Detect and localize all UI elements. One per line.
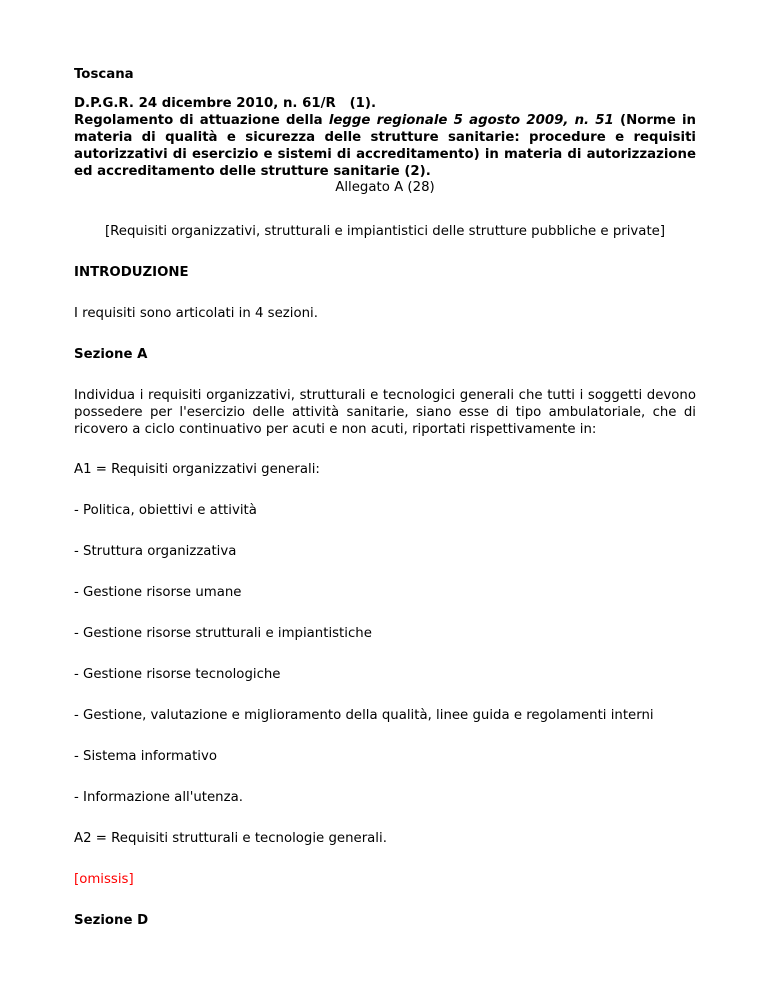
list-item: - Gestione, valutazione e miglioramento della qualità, linee guida e regolamenti interni (74, 708, 654, 723)
decree-text-end: . (425, 164, 431, 179)
annex-title: Allegato A (28) (335, 180, 435, 195)
intro-text: I requisiti sono articolati in 4 sezioni. (74, 306, 318, 321)
region-label: Toscana (74, 67, 134, 82)
decree-number: D.P.G.R. 24 dicembre 2010, n. 61/R (74, 96, 336, 111)
list-item: - Struttura organizzativa (74, 544, 237, 559)
decree-note-1: (1). (349, 96, 377, 111)
omissis-link[interactable]: [omissis] (74, 872, 134, 887)
law-reference: legge regionale 5 agosto 2009, n. 51 (328, 113, 614, 128)
decree-title (74, 95, 696, 180)
list-item: - Sistema informativo (74, 749, 217, 764)
intro-heading: INTRODUZIONE (74, 265, 189, 280)
a1-label: A1 = Requisiti organizzativi generali: (74, 462, 320, 477)
a2-label: A2 = Requisiti strutturali e tecnologie generali. (74, 831, 387, 846)
section-d-heading: Sezione D (74, 913, 149, 928)
list-item: - Gestione risorse strutturali e impiantistiche (74, 626, 372, 641)
list-item: - Gestione risorse umane (74, 585, 242, 600)
decree-text-body: (Norme in materia di qualità e sicurezza delle strutture sanitarie: procedure e requisiti autorizzativi di esercizio e sistemi di accreditamento) in materia di autorizzazione ed accreditamento delle strutture sanitarie (74, 113, 697, 179)
decree-note-2: (2) (404, 164, 426, 179)
list-item: - Gestione risorse tecnologiche (74, 667, 281, 682)
list-item: - Politica, obiettivi e attività (74, 503, 257, 518)
list-item: - Informazione all'utenza. (74, 790, 243, 805)
annex-subtitle: [Requisiti organizzativi, strutturali e impiantistici delle strutture pubbliche e private] (104, 224, 666, 239)
decree-text-intro: Regolamento di attuazione della (74, 113, 329, 128)
section-a-paragraph: Individua i requisiti organizzativi, strutturali e tecnologici generali che tutti i soggetti devono possedere per l'esercizio delle attività sanitarie, siano esse di tipo ambulatoriale, che di ricovero a ciclo continuativo per acuti e non acuti, riportati rispettivamente in: (74, 388, 696, 437)
section-a-heading: Sezione A (74, 347, 148, 362)
